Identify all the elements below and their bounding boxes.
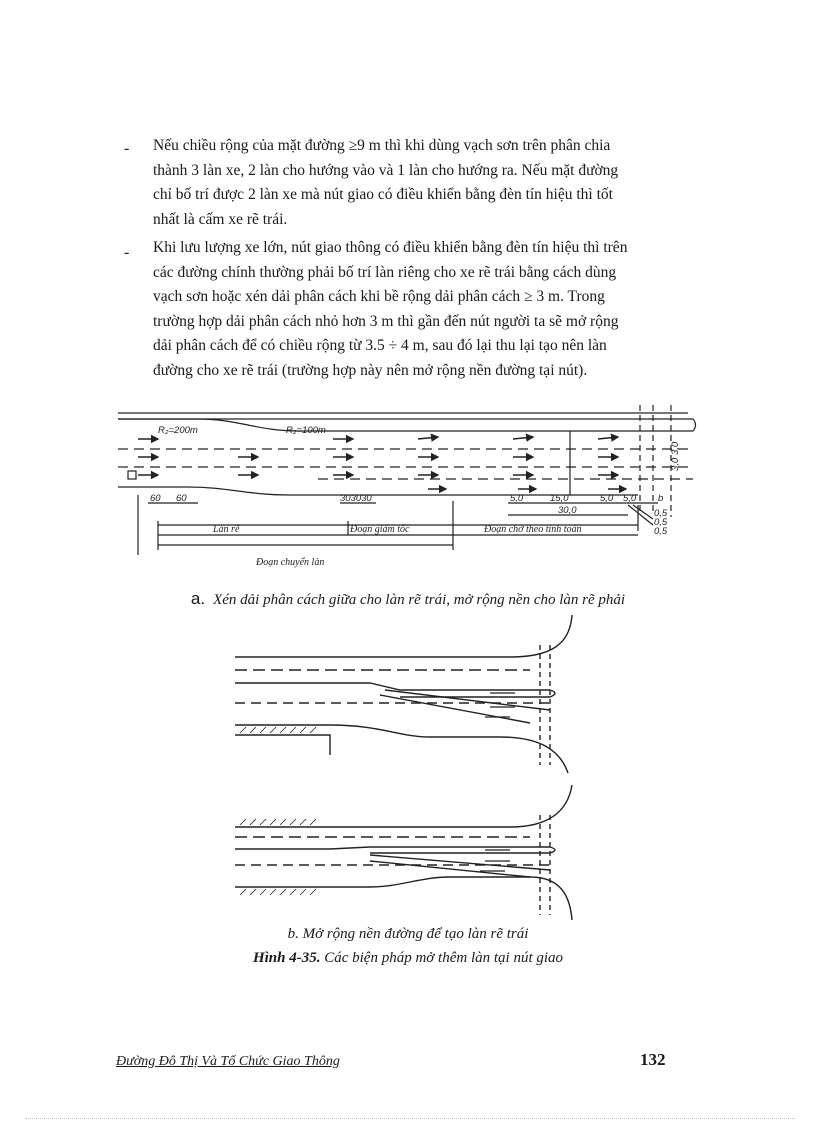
radius-label: R₂=100m: [286, 425, 326, 436]
dimension-label: 0,5: [654, 517, 668, 528]
dimension-label: 30,0: [558, 505, 577, 516]
text-line: vạch sơn hoặc xén dải phân cách khi bề rộng dải phân cách ≥ 3 m. Trong: [153, 288, 605, 305]
dimension-label: 303030: [340, 493, 372, 504]
dimension-label: 0,5: [654, 526, 668, 537]
dimension-label: 5,0: [600, 493, 614, 504]
caption-text: Xén dải phân cách giữa cho làn rẽ trái, mở rộng nền cho làn rẽ phải: [213, 592, 626, 608]
text-line: nhất là cấm xe rẽ trái.: [153, 210, 288, 228]
caption-prefix: a.: [190, 589, 206, 608]
footer-book-title: Đường Đô Thị Và Tổ Chức Giao Thông: [116, 1054, 340, 1069]
text-line: Nếu chiều rộng của mặt đường ≥9 m thì khi dùng vạch sơn trên phân chia: [153, 137, 611, 154]
figure-number: Hình 4-35.: [252, 950, 321, 966]
dimension-label: 15,0: [550, 493, 569, 504]
text-line: Khi lưu lượng xe lớn, nút giao thông có điều khiển bằng đèn tín hiệu thì trên: [153, 239, 628, 256]
segment-label: Đoạn chờ theo tính toán: [484, 524, 582, 535]
dimension-label: 3,0: [670, 457, 681, 471]
figure-b-drawing: [230, 615, 580, 920]
paragraph-lane-marking: [153, 134, 701, 232]
figure-a-caption: [0, 589, 816, 609]
figure-caption: [0, 950, 816, 967]
bullet-marker: -: [124, 244, 130, 261]
text-line: các đường chính thường phải bố trí làn riêng cho xe rẽ trái bằng cách dùng: [153, 263, 617, 281]
paragraph-left-turn-lane: [153, 236, 701, 383]
segment-label: Làn rẽ: [213, 524, 240, 535]
text-line: trường hợp dải phân cách nhỏ hơn 3 m thì gần đến nút người ta sẽ mở rộng: [153, 312, 619, 330]
segment-label: Đoạn chuyển làn: [256, 557, 325, 568]
dimension-label: 0,5: [654, 508, 668, 519]
figure-a-drawing: [118, 405, 698, 575]
segment-label: Đoạn giảm tốc: [350, 524, 410, 535]
bullet-marker: -: [124, 140, 130, 157]
text-line: thành 3 làn xe, 2 làn cho hướng vào và 1 làn cho hướng ra. Nếu mặt đường: [153, 161, 619, 179]
dimension-label: 5,0: [623, 493, 637, 504]
dimension-label: 5,0: [510, 493, 524, 504]
radius-label: R₂=200m: [158, 425, 198, 436]
page-number: 132: [640, 1050, 666, 1069]
dimension-label: 60: [150, 493, 161, 504]
figure-b-caption: b. Mở rộng nền đường để tạo làn rẽ trái: [287, 926, 529, 942]
dimension-label: 60: [176, 493, 187, 504]
footer-divider: [25, 1118, 795, 1119]
figure-title: Các biện pháp mở thêm làn tại nút giao: [320, 950, 564, 966]
text-line: dải phân cách để có chiều rộng từ 3.5 ÷ 4 m, sau đó lại thu lại tạo nên làn: [153, 337, 607, 354]
text-line: đường cho xe rẽ trái (trường hợp này nên mở rộng nền đường tại nút).: [153, 361, 588, 379]
dimension-label: 3,0: [670, 441, 681, 455]
dimension-label: b: [658, 493, 664, 504]
text-line: chỉ bố trí được 2 làn xe mà nút giao có điều khiển bằng đèn tín hiệu thì tốt: [153, 186, 613, 203]
